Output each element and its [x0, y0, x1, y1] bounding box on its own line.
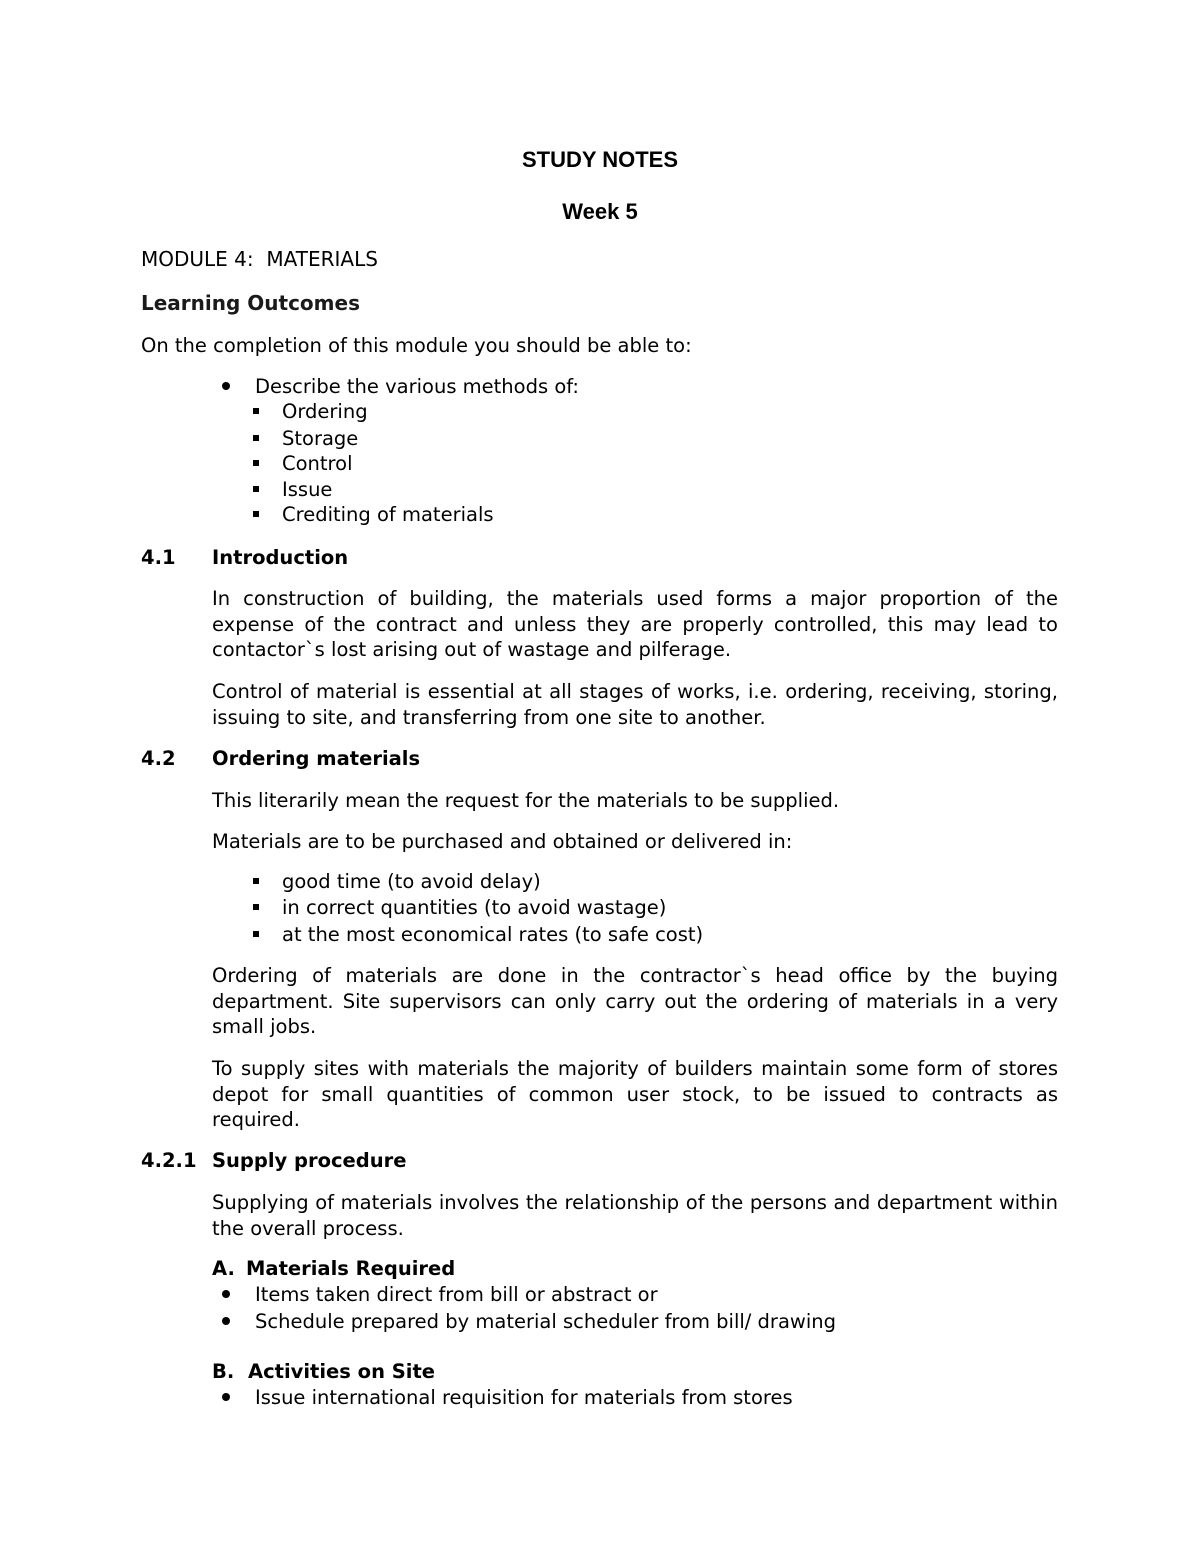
delivery-item: in correct quantities (to avoid wastage) [282, 896, 667, 919]
subsection-title: Activities on Site [248, 1360, 436, 1383]
method-item: Ordering [282, 400, 368, 423]
paragraph: To supply sites with materials the majority of builders maintain some form of stores depot for small quantities of common user stock, to be issued to contracts as required. [212, 1057, 1058, 1131]
list-item [222, 1282, 230, 1308]
paragraph: Materials are to be purchased and obtained or delivered in: [212, 830, 793, 853]
paragraph: Supplying of materials involves the relationship of the persons and department within the overall process. [212, 1191, 1058, 1240]
list-item [253, 895, 259, 921]
paragraph: This literarily mean the request for the materials to be supplied. [212, 789, 840, 812]
square-bullet-icon [253, 878, 259, 884]
list-item [222, 1385, 230, 1411]
method-item: Control [282, 452, 353, 475]
list-item [222, 374, 230, 400]
paragraph: In construction of building, the materials used forms a major proportion of the expense of the contract and unless they are properly controlled, this may lead to contactor`s lost arising out of wastage and pilferage. [212, 587, 1058, 661]
list-item [253, 922, 259, 948]
requirement-item: Schedule prepared by material scheduler from bill/ drawing [255, 1310, 836, 1333]
section-number: 4.2.1 [141, 1149, 197, 1172]
bullet-icon [222, 1290, 230, 1298]
subsection-title: Materials Required [246, 1257, 456, 1280]
list-item [253, 502, 259, 528]
section-title: Ordering materials [212, 747, 421, 770]
delivery-item: at the most economical rates (to safe cost) [282, 923, 704, 946]
section-title: Supply procedure [212, 1149, 407, 1172]
list-item [253, 451, 259, 477]
square-bullet-icon [253, 460, 259, 466]
site-activity-item: Issue international requisition for materials from stores [255, 1386, 793, 1409]
list-item [253, 426, 259, 452]
bullet-icon [222, 1393, 230, 1401]
method-item: Issue [282, 478, 333, 501]
section-title: Introduction [212, 546, 349, 569]
section-number: 4.1 [141, 546, 176, 569]
bullet-icon [222, 382, 230, 390]
delivery-item: good time (to avoid delay) [282, 870, 541, 893]
learning-outcomes-heading: Learning Outcomes [141, 291, 360, 315]
square-bullet-icon [253, 931, 259, 937]
module-heading: MODULE 4: MATERIALS [141, 247, 378, 271]
subsection-label: B. [212, 1360, 235, 1383]
square-bullet-icon [253, 511, 259, 517]
paragraph: Ordering of materials are done in the contractor`s head office by the buying department. Site supervisors can only carry out the ordering of materials in a very small jobs. [212, 964, 1058, 1038]
square-bullet-icon [253, 435, 259, 441]
list-item [222, 1309, 230, 1335]
list-item [253, 477, 259, 503]
square-bullet-icon [253, 408, 259, 414]
methods-intro: Describe the various methods of: [255, 375, 580, 398]
square-bullet-icon [253, 904, 259, 910]
learning-outcomes-intro: On the completion of this module you should be able to: [141, 334, 692, 357]
document-title: STUDY NOTES [521, 147, 679, 172]
week-label: Week 5 [562, 199, 638, 224]
subsection-label: A. [212, 1257, 235, 1280]
requirement-item: Items taken direct from bill or abstract or [255, 1283, 658, 1306]
method-item: Storage [282, 427, 359, 450]
square-bullet-icon [253, 486, 259, 492]
section-number: 4.2 [141, 747, 176, 770]
paragraph: Control of material is essential at all stages of works, i.e. ordering, receiving, storing, issuing to site, and transferring from one site to another. [212, 680, 1058, 729]
list-item [253, 869, 259, 895]
list-item [253, 399, 259, 425]
bullet-icon [222, 1317, 230, 1325]
method-item: Crediting of materials [282, 503, 494, 526]
